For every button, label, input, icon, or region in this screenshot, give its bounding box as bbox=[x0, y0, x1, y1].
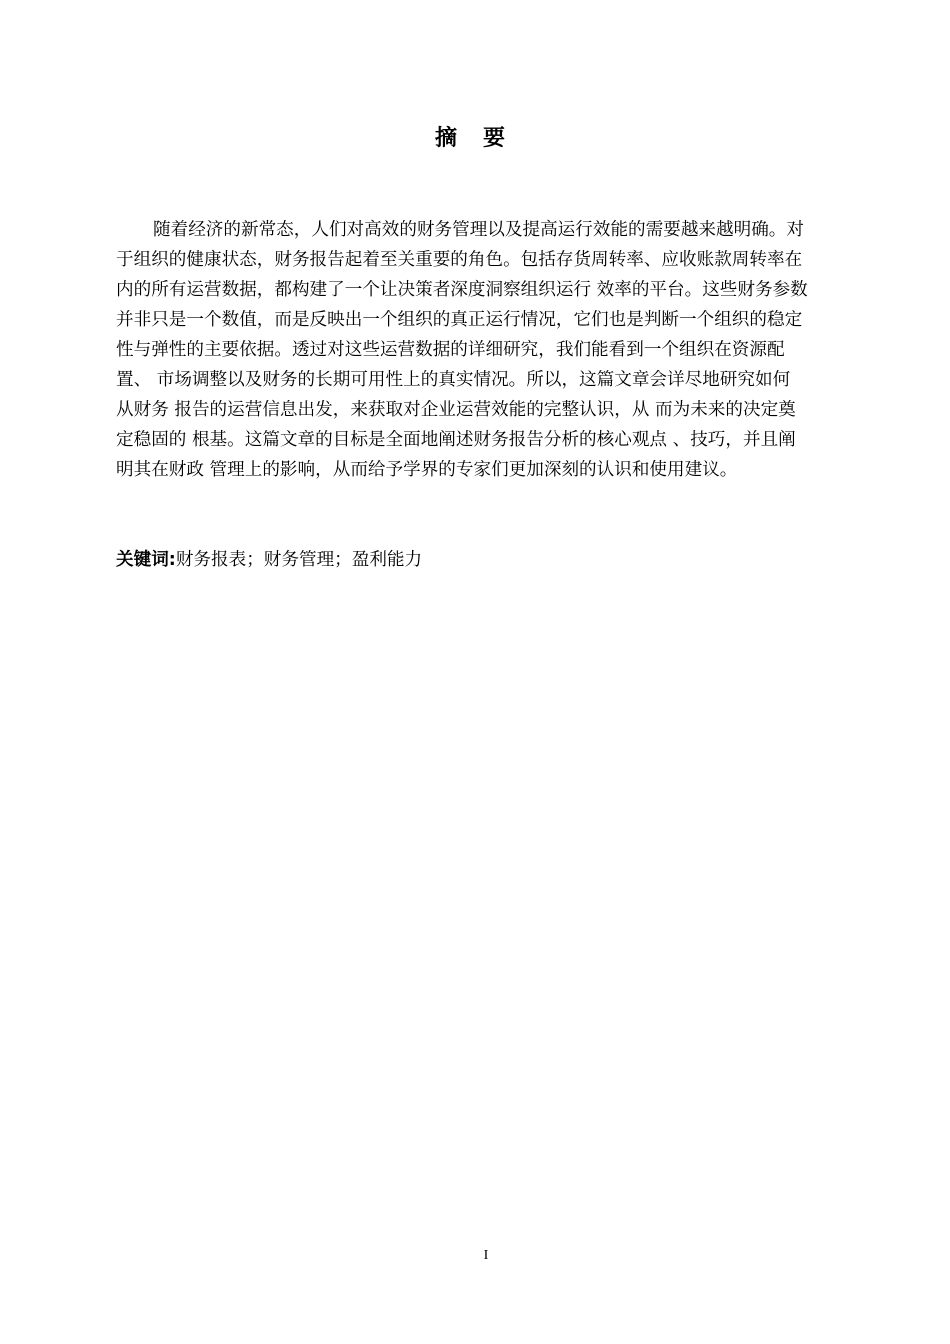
keywords-label: 关键词: bbox=[116, 550, 176, 570]
abstract-line: 明其在财政 管理上的影响，从而给予学界的专家们更加深刻的认识和使用建议。 bbox=[116, 460, 738, 480]
page-title: 摘要 bbox=[434, 126, 531, 151]
abstract-line: 从财务 报告的运营信息出发，来获取对企业运营效能的完整认识，从 而为未来的决定奠 bbox=[116, 400, 796, 420]
abstract-body bbox=[116, 215, 858, 485]
abstract-line: 随着经济的新常态，人们对高效的财务管理以及提高运行效能的需要越来越明确。对 bbox=[153, 220, 804, 240]
keywords-line bbox=[116, 545, 422, 575]
keywords-value: 财务报表；财务管理；盈利能力 bbox=[175, 550, 423, 570]
abstract-line: 并非只是一个数值，而是反映出一个组织的真正运行情况，它们也是判断一个组织的稳定 bbox=[116, 310, 803, 330]
abstract-line: 内的所有运营数据，都构建了一个让决策者深度洞察组织运行 效率的平台。这些财务参数 bbox=[116, 280, 808, 300]
abstract-line: 定稳固的 根基。这篇文章的目标是全面地阐述财务报告分析的核心观点 、技巧，并且阐 bbox=[116, 430, 796, 450]
abstract-line: 置、 市场调整以及财务的长期可用性上的真实情况。所以，这篇文章会详尽地研究如何 bbox=[116, 370, 791, 390]
abstract-line: 性与弹性的主要依据。透过对这些运营数据的详细研究，我们能看到一个组织在资源配 bbox=[116, 340, 785, 360]
page-number: I bbox=[483, 1248, 489, 1263]
abstract-line: 于组织的健康状态，财务报告起着至关重要的角色。包括存货周转率、应收账款周转率在 bbox=[116, 250, 803, 270]
